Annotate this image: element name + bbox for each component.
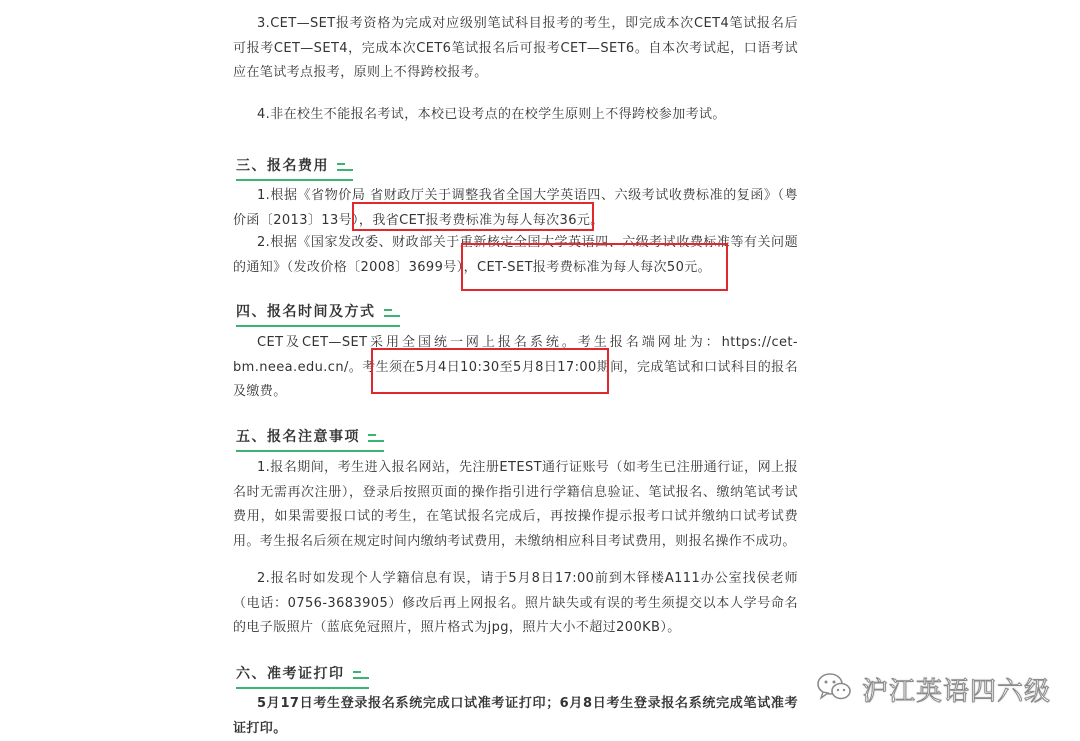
highlight-box-fee-cet <box>352 202 594 231</box>
paragraph-notes-1: 1.报名期间，考生进入报名网站，先注册ETEST通行证账号（如考生已注册通行证，网上报名时无需再次注册），登录后按照页面的操作指引进行学籍信息验证、笔试报名、缴纳笔试考试费用，如果需要报口试的考生，在笔试报名完成后，再按操作提示报考口试并缴纳口试考试费用。考生报名后须在规定时间内缴纳考试费用，未缴纳相应科目考试费用，则报名操作不成功。 <box>233 460 798 549</box>
heading-decoration-icon <box>353 671 369 681</box>
highlight-box-time <box>371 348 609 394</box>
paragraph-notes-2: 2.报名时如发现个人学籍信息有误，请于5月8日17:00前到木铎楼A111办公室找侯老师（电话：0756-3683905）修改后再上网报名。照片缺失或有误的考生须提交以本人学号命名的电子版照片（蓝底免冠照片，照片格式为jpg，照片大小不超过200KB）。 <box>233 571 798 635</box>
heading-decoration-icon <box>337 163 353 173</box>
heading-decoration-icon <box>368 434 384 444</box>
paragraph-qualification-4: 4.非在校生不能报名考试，本校已设考点的在校学生原则上不得跨校参加考试。 <box>257 107 726 122</box>
heading-time: 四、报名时间及方式 <box>236 302 400 327</box>
paragraph-fee-2: 2.根据《国家发改委、财政部关于重新核定全国大学英语四、六级考试收费标准等有关问题的通知》（发改价格〔2008〕3699号），CET-SET报考费标准为每人每次50元。 <box>233 235 798 275</box>
heading-decoration-icon <box>384 309 400 319</box>
heading-fee: 三、报名费用 <box>236 156 353 181</box>
paragraph-time: CET及CET—SET采用全国统一网上报名系统。考生报名端网址为：https://cet-bm.neea.edu.cn/。考生须在5月4日10:30至5月8日17:00期间，完成笔试和口试科目的报名及缴费。 <box>233 335 798 399</box>
paragraph-qualification-3: 3.CET—SET报考资格为完成对应级别笔试科目报考的考生，即完成本次CET4笔试报名后可报考CET—SET4，完成本次CET6笔试报名后可报考CET—SET6。自本次考试起，口语考试应在笔试考点报考，原则上不得跨校报考。 <box>233 16 798 80</box>
heading-print: 六、准考证打印 <box>236 664 369 689</box>
watermark <box>816 671 1051 707</box>
paragraph-fee-1: 1.根据《省物价局 省财政厅关于调整我省全国大学英语四、六级考试收费标准的复函》（粤价函〔2013〕13号），我省CET报考费标准为每人每次36元。 <box>233 188 798 228</box>
wechat-icon <box>816 672 852 706</box>
watermark-text: 沪江英语四六级 <box>862 676 1052 707</box>
highlight-box-fee-set <box>461 243 728 291</box>
paragraph-print: 5月17日考生登录报名系统完成口试准考证打印；6月8日考生登录报名系统完成笔试准考证打印。 <box>233 696 798 736</box>
heading-notes: 五、报名注意事项 <box>236 427 384 452</box>
